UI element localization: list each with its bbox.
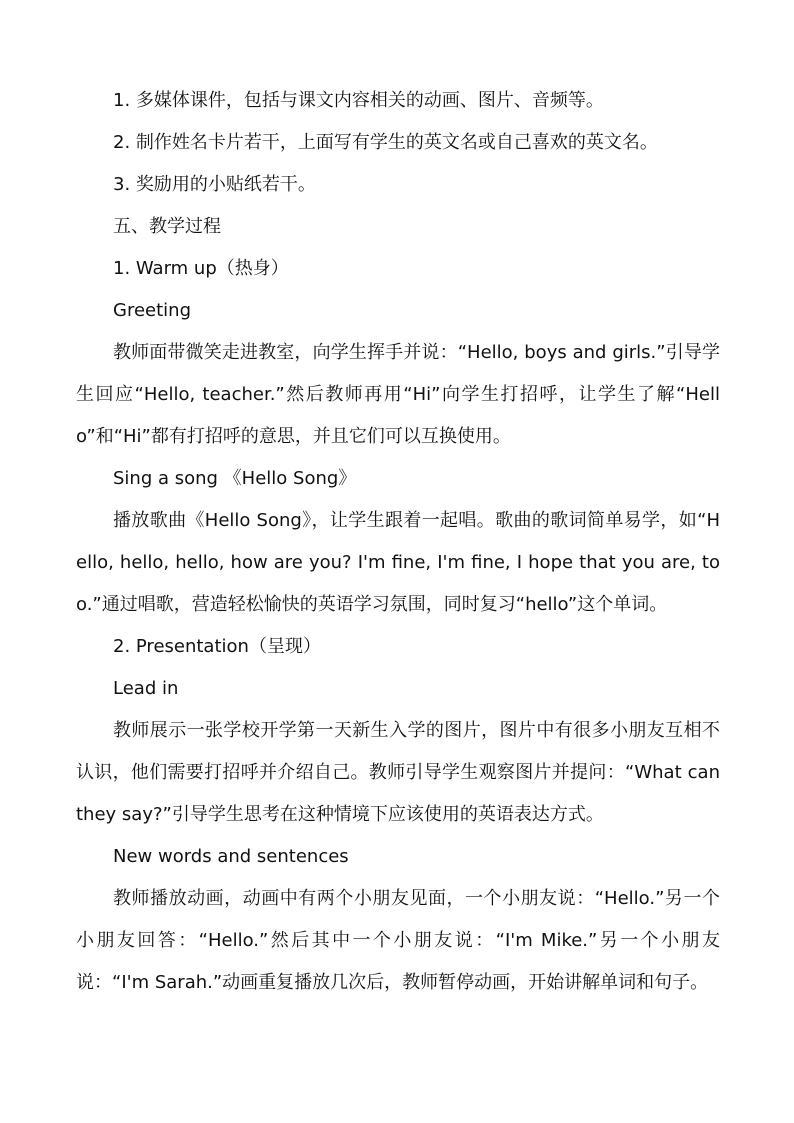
subheading-new-words: New words and sentences	[113, 846, 349, 867]
section-heading-teaching-process: 五、教学过程	[113, 216, 221, 237]
paragraph-song: 播放歌曲《Hello Song》，让学生跟着一起唱。歌曲的歌词简单易学，如“Hello, hello, hello, how are you? I'm fine, I'm fine, I hope that you are, too.”通过唱歌，营造轻松愉快的英语学习氛围，同时复习“hello”这个单词。	[76, 510, 720, 615]
material-item-3: 3. 奖励用的小贴纸若干。	[113, 174, 316, 195]
step-heading-warm-up: 1. Warm up（热身）	[113, 258, 289, 279]
subheading-greeting: Greeting	[113, 300, 191, 321]
subheading-sing-a-song: Sing a song 《Hello Song》	[113, 468, 357, 489]
step-heading-presentation: 2. Presentation（呈现）	[113, 636, 321, 657]
material-item-1: 1. 多媒体课件，包括与课文内容相关的动画、图片、音频等。	[113, 90, 604, 111]
document-body	[76, 80, 720, 1004]
paragraph-lead-in: 教师展示一张学校开学第一天新生入学的图片，图片中有很多小朋友互相不认识，他们需要打招呼并介绍自己。教师引导学生观察图片并提问：“What can they say?”引导学生思考在这种情境下应该使用的英语表达方式。	[76, 720, 720, 825]
paragraph-new-words: 教师播放动画，动画中有两个小朋友见面，一个小朋友说：“Hello.”另一个小朋友回答：“Hello.”然后其中一个小朋友说：“I'm Mike.”另一个小朋友说：“I'm Sarah.”动画重复播放几次后，教师暂停动画，开始讲解单词和句子。	[76, 888, 720, 993]
subheading-lead-in: Lead in	[113, 678, 179, 699]
material-item-2: 2. 制作姓名卡片若干，上面写有学生的英文名或自己喜欢的英文名。	[113, 132, 658, 153]
paragraph-greeting: 教师面带微笑走进教室，向学生挥手并说：“Hello, boys and girls.”引导学生回应“Hello, teacher.”然后教师再用“Hi”向学生打招呼，让学生了解“Hello”和“Hi”都有打招呼的意思，并且它们可以互换使用。	[76, 342, 720, 447]
